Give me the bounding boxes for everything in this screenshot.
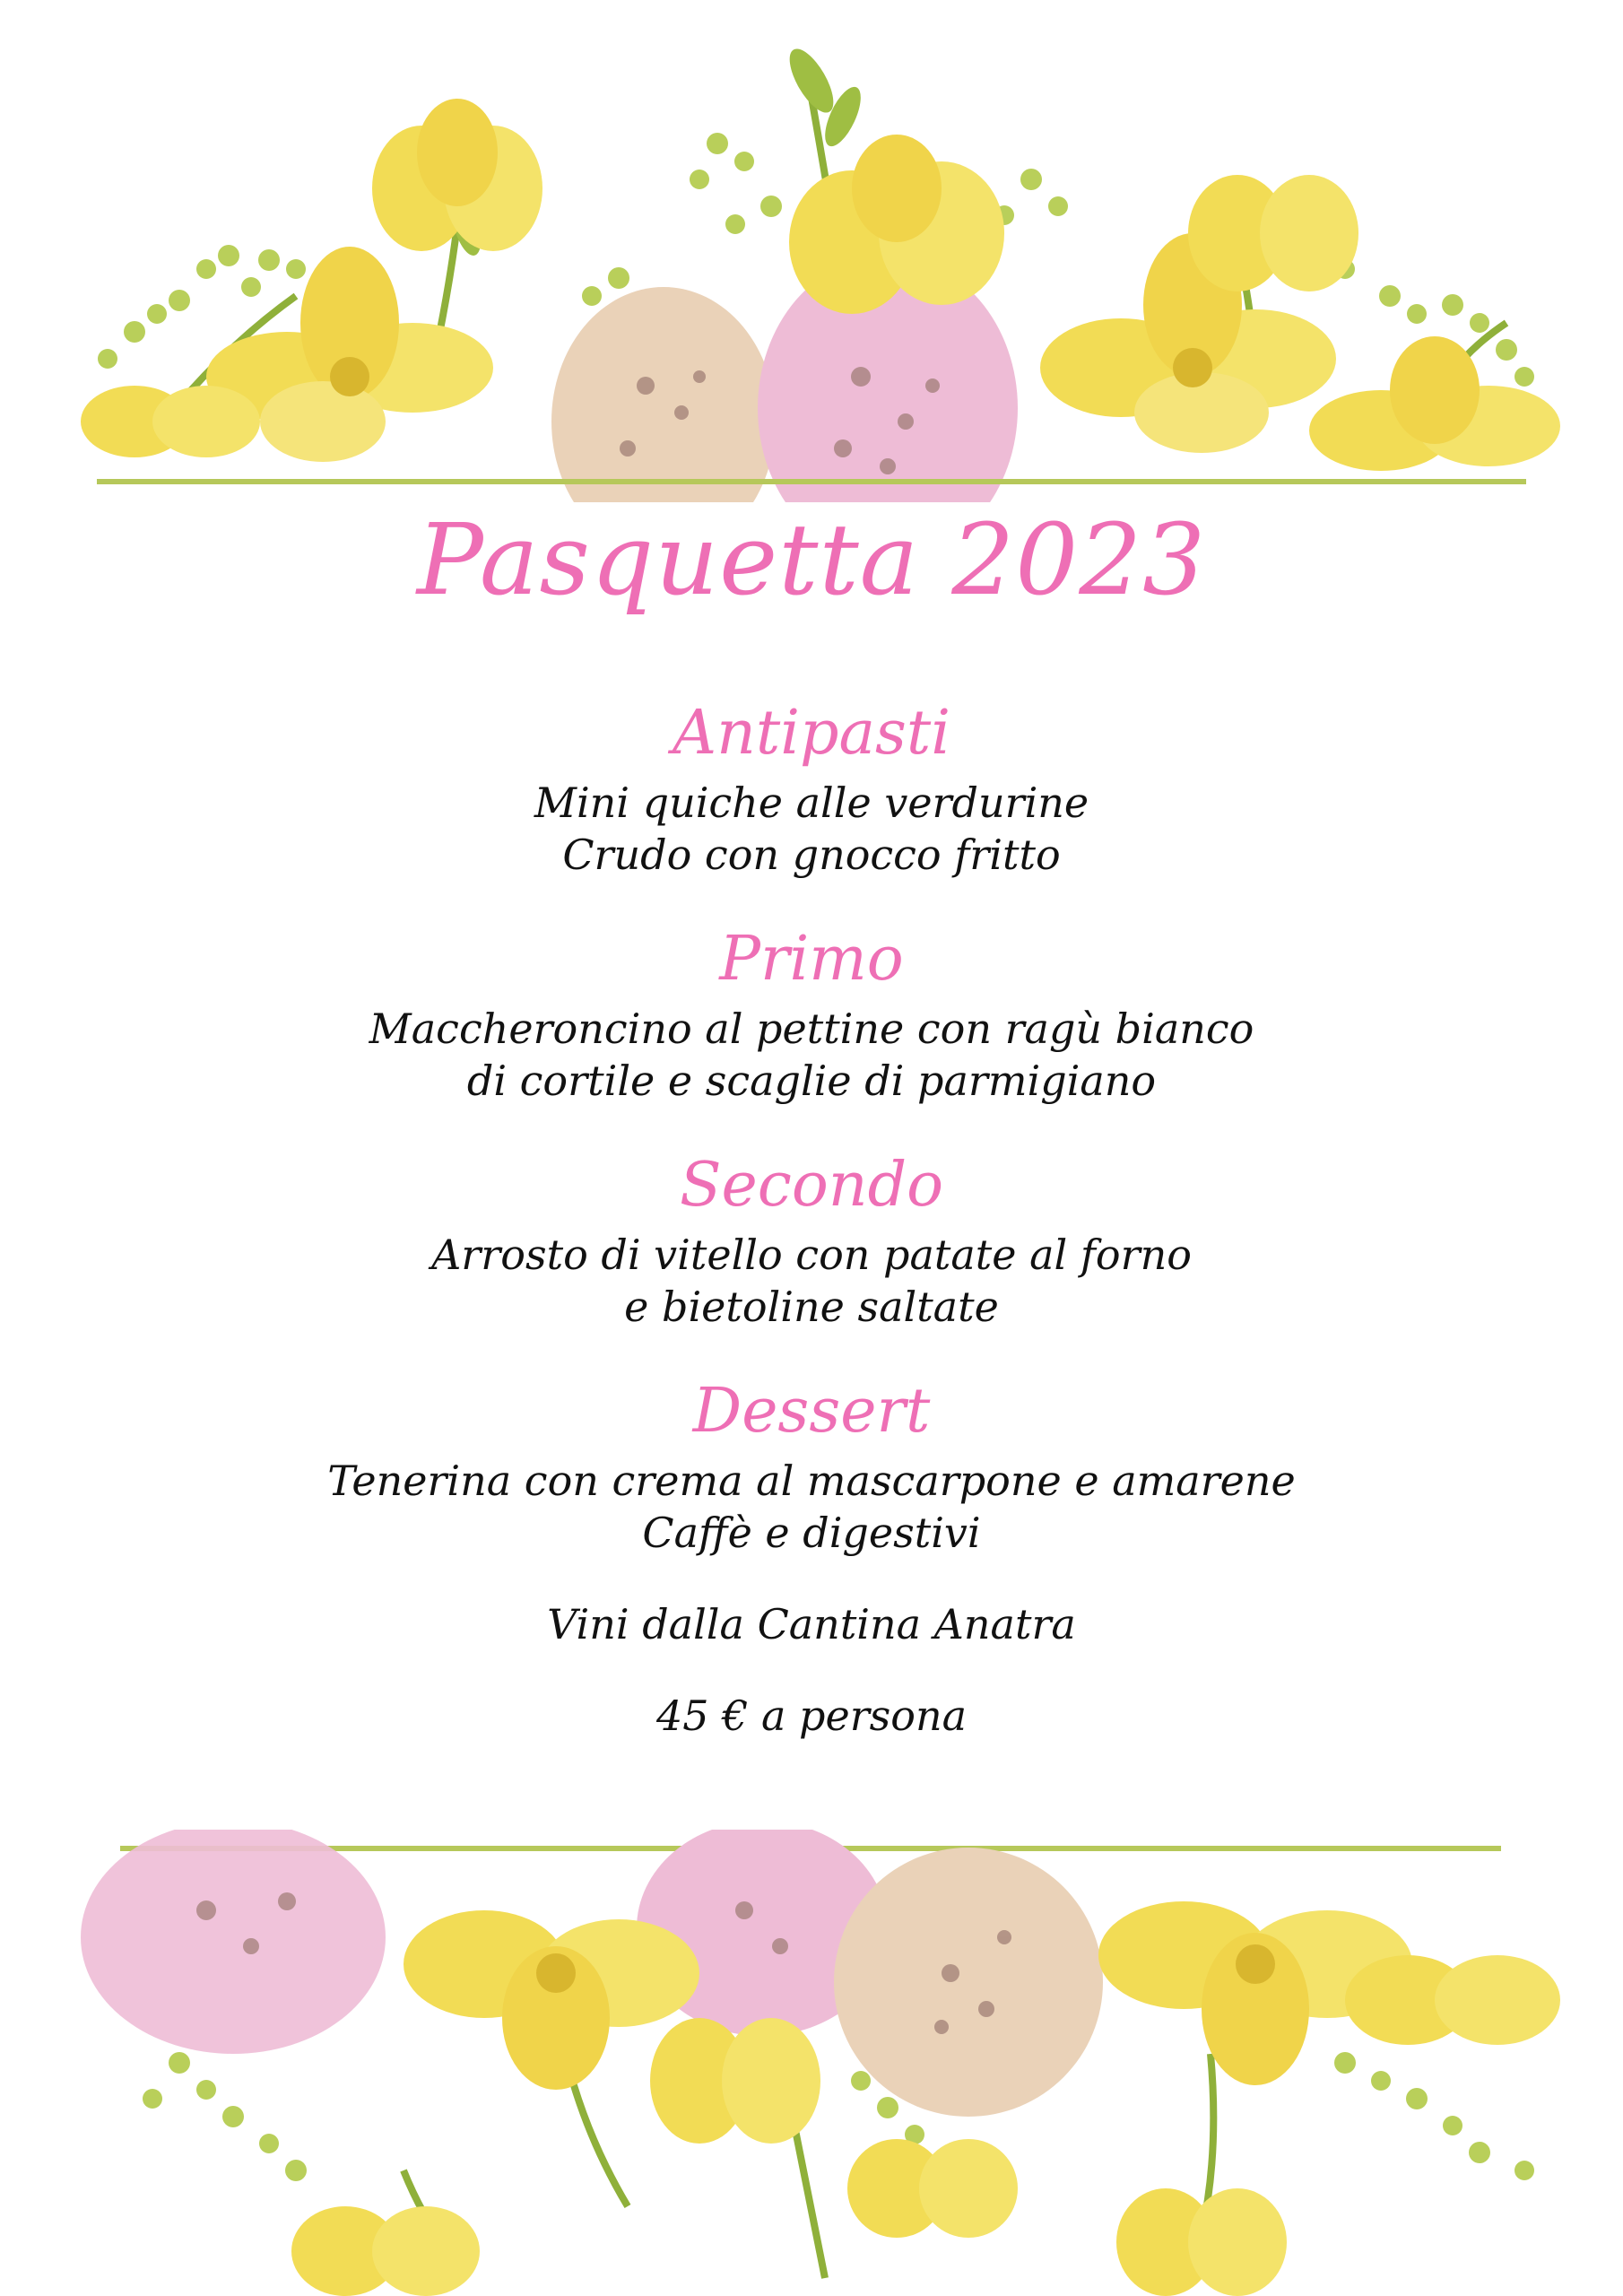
bottom-floral-banner (0, 1830, 1623, 2296)
section-heading: Secondo (679, 1150, 944, 1221)
page-title: Pasquetta 2023 (416, 502, 1207, 617)
wine-note: Vini dalla Cantina Anatra (547, 1600, 1076, 1648)
dish-line: e bietoline saltate (624, 1283, 999, 1331)
dish-line: Crudo con gnocco fritto (562, 831, 1061, 879)
top-divider-line (97, 479, 1526, 484)
menu-section-primo (0, 917, 1623, 1107)
bottom-floral-illustration (0, 1830, 1623, 2296)
dish-line: di cortile e scaglie di parmigiano (466, 1057, 1157, 1105)
dish-line: Arrosto di vitello con patate al forno (431, 1231, 1192, 1279)
menu-section-antipasti (0, 691, 1623, 881)
price-note: 45 € a persona (655, 1692, 968, 1740)
menu-body (0, 691, 1623, 1742)
dish-line: Caffè e digestivi (642, 1509, 981, 1557)
top-floral-illustration (0, 0, 1623, 502)
menu-section-dessert (0, 1369, 1623, 1559)
menu-section-secondo (0, 1143, 1623, 1333)
mimosa-sprigs (143, 2052, 1534, 2181)
top-floral-banner (0, 0, 1623, 502)
dish-line: Mini quiche alle verdurine (534, 778, 1089, 827)
dish-line: Tenerina con crema al mascarpone e amarene (327, 1457, 1296, 1505)
section-heading: Dessert (692, 1376, 931, 1447)
section-heading: Antipasti (672, 698, 951, 769)
dish-line: Maccheroncino al pettine con ragù bianco (369, 1004, 1254, 1053)
section-heading: Primo (719, 924, 904, 995)
